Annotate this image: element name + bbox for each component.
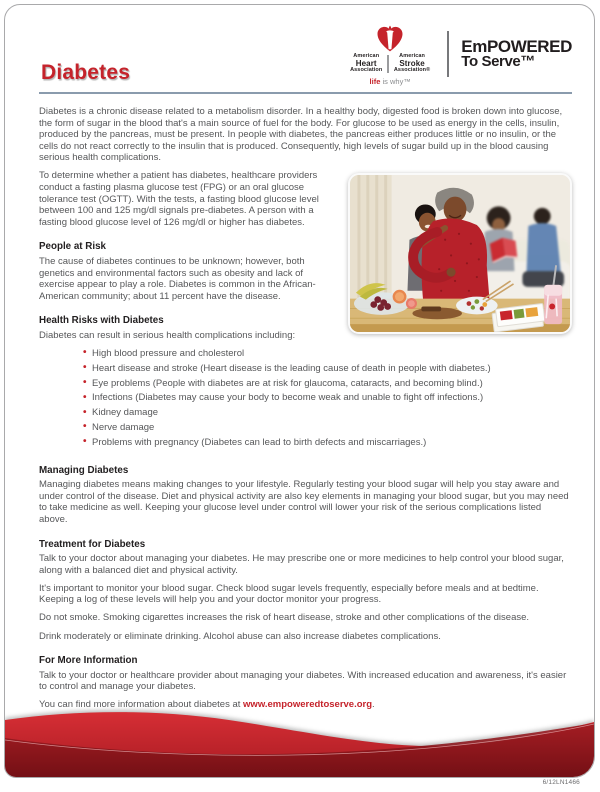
header [345, 23, 572, 86]
aha-line3: Association [350, 67, 383, 74]
treatment-paragraph: Drink moderately or eliminate drinking. Alcohol abuse can also increase diabetes complications. [39, 630, 441, 642]
title-rule [39, 92, 572, 94]
list-item: • Eye problems (People with diabetes are at risk for glaucoma, cataracts, and becoming blind.) [83, 378, 572, 389]
aha-asa-logo [345, 23, 435, 86]
header-divider [447, 31, 449, 77]
list-item: • High blood pressure and cholesterol [83, 348, 572, 359]
health-risks-heading: Health Risks with Diabetes [39, 315, 164, 327]
tagline-rest: is why™ [382, 76, 411, 86]
list-item: • Problems with pregnancy (Diabetes can lead to birth defects and miscarriages.) [83, 437, 572, 448]
empoweredtoserve-link[interactable]: www.empoweredtoserve.org [243, 699, 373, 711]
managing-paragraph: Managing diabetes means making changes to your lifestyle. Regularly testing your blood sugar will help you stay aware and under control of the disease. Diet and physical activity are also key elements in managing your blood sugar, but you may need to take medicine as well. Keeping your glucose level under control will lower your risk of the serious complications listed above. [39, 479, 569, 525]
health-risks-list [39, 348, 572, 448]
brand-line2: To Serve™ [461, 53, 535, 71]
more-info-heading: For More Information [39, 655, 138, 667]
tagline-life: life [369, 76, 381, 86]
list-item: • Heart disease and stroke (Heart disease is the leading cause of death in people with diabetes.) [83, 363, 572, 374]
brand-line1: EmPOWERED [461, 36, 572, 56]
content-area [5, 5, 594, 711]
treatment-paragraph: Talk to your doctor about managing your diabetes. He may prescribe one or more medicines to help control your blood sugar, along with a balanced diet and physical activity. [39, 553, 564, 576]
list-item: • Nerve damage [83, 422, 572, 433]
health-risks-intro: Diabetes can result in serious health complications including: [39, 329, 296, 341]
logo-text-columns [345, 54, 435, 74]
footer-wave [5, 707, 594, 777]
asa-logo-text [389, 54, 435, 74]
aha-logo-text [345, 54, 387, 74]
link-suffix: . [372, 699, 375, 711]
list-item: • Kidney damage [83, 407, 572, 418]
link-prefix: You can find more information about diabetes at [39, 699, 244, 711]
family-photo-illustration [350, 175, 570, 332]
people-at-risk-heading: People at Risk [39, 241, 106, 253]
document-code: 6/12LN1466 [542, 779, 580, 786]
heart-torch-icon [375, 23, 405, 53]
people-at-risk-paragraph: The cause of diabetes continues to be unknown; however, both genetics and environmental factors such as obesity and lack of exercise appear to play a role. Diabetes is common in the African-American community; about 11 percent have the disease. [39, 255, 316, 302]
asa-line2: Stroke [399, 58, 425, 68]
managing-heading: Managing Diabetes [39, 464, 129, 476]
list-item: • Infections (Diabetes may cause your body to become weak and unable to fight off infections.) [83, 392, 572, 403]
life-is-why-tagline [370, 77, 411, 86]
treatment-paragraph: It's important to monitor your blood sugar. Check blood sugar levels frequently, especially before meals and at bedtime. Keeping a log of these levels will help you and your doctor monitor your progress. [39, 582, 539, 606]
aha-line2: Heart [355, 58, 377, 68]
document-page [4, 4, 595, 778]
family-photo [348, 173, 572, 334]
treatment-heading: Treatment for Diabetes [39, 538, 146, 550]
aha-line1: American [353, 53, 380, 59]
asa-line1: American [399, 53, 426, 59]
diagnosis-paragraph: To determine whether a patient has diabetes, healthcare providers conduct a fasting plasma glucose test (FPG) or an oral glucose tolerance test (OGTT). With the tests, a fasting blood glucose level between 100 and 125 mg/dl signals pre-diabetes. A person with a fasting blood glucose level of 126 mg/dl or higher has diabetes. [39, 170, 319, 228]
treatment-paragraph: Do not smoke. Smoking cigarettes increases the risk of heart disease, stroke and other complications of the disease. [39, 612, 530, 624]
asa-line3: Association® [393, 67, 431, 74]
empowered-to-serve-logo [461, 36, 572, 71]
page-title: Diabetes [41, 61, 131, 84]
more-info-paragraph: Talk to your doctor or healthcare provider about managing your diabetes. With increased education and awareness, it's easier to control and manage your diabetes. [39, 669, 567, 693]
intro-paragraph: Diabetes is a chronic disease related to a metabolism disorder. In a healthy body, digested food is broken down into glucose, the form of sugar in the blood that's a main source of fuel for the body. For glucose to be used as energy in the cells, insulin, produced by the pancreas, must be present. In people with diabetes, the pancreas either produces little or no insulin, or the cells do not react correctly to the insulin that is produced. Consequently, high levels of sugar build up in the blood causing serious health complications. [39, 106, 563, 164]
